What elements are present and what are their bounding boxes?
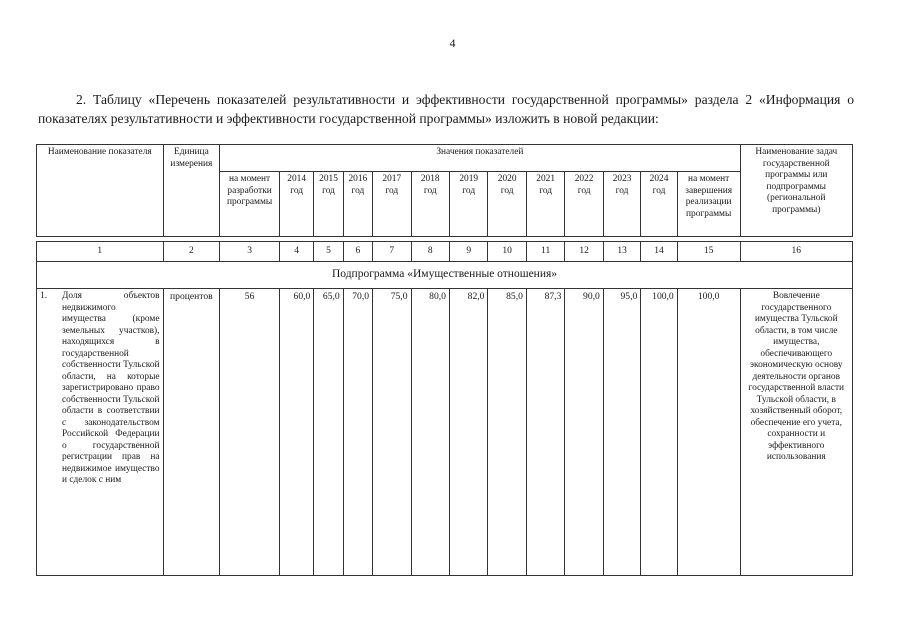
intro-paragraph: 2. Таблицу «Перечень показателей результативности и эффективности государственной программы» раздела 2 «Информация о показателях результативности и эффективности государственной программы» изложить в новой редакции: bbox=[38, 92, 854, 126]
header-tasks: Наименование задач государственной программы или подпрограммы (региональной программы) bbox=[740, 145, 852, 237]
header-sub-2020: 2020 год bbox=[488, 172, 526, 237]
section-title: Подпрограмма «Имущественные отношения» bbox=[37, 262, 853, 289]
column-number: 15 bbox=[677, 242, 740, 262]
header-sub-start: на момент разработки программы bbox=[220, 172, 280, 237]
value-2014: 60,0 bbox=[279, 289, 313, 576]
value-2020: 85,0 bbox=[488, 289, 526, 576]
header-values-group: Значения показателей bbox=[220, 145, 740, 172]
indicator-name-cell bbox=[37, 289, 164, 576]
unit-value: процентов bbox=[163, 289, 220, 576]
header-sub-2021: 2021 год bbox=[526, 172, 564, 237]
value-2018: 80,0 bbox=[411, 289, 449, 576]
column-number: 16 bbox=[740, 242, 852, 262]
indicators-table bbox=[36, 144, 853, 576]
column-number: 14 bbox=[641, 242, 677, 262]
header-sub-2015: 2015 год bbox=[314, 172, 343, 237]
column-number: 2 bbox=[163, 242, 220, 262]
column-number: 10 bbox=[488, 242, 526, 262]
header-sub-2018: 2018 год bbox=[411, 172, 449, 237]
header-sub-2014: 2014 год bbox=[279, 172, 313, 237]
task-description: Вовлечение государственного имущества Тульской области, в том числе имущества, обеспечивающего экономическую основу деятельности органов государственной власти Тульской области, в хозяйственный оборот, обеспечение его учета, сохранности и эффективного использования bbox=[740, 289, 852, 576]
header-name: Наименование показателя bbox=[37, 145, 164, 237]
value-2021: 87,3 bbox=[526, 289, 564, 576]
column-number: 11 bbox=[526, 242, 564, 262]
table-row bbox=[37, 289, 853, 576]
column-number: 4 bbox=[279, 242, 313, 262]
header-sub-2022: 2022 год bbox=[565, 172, 603, 237]
value-end: 100,0 bbox=[677, 289, 740, 576]
column-number: 13 bbox=[603, 242, 640, 262]
column-number: 12 bbox=[565, 242, 603, 262]
column-number: 8 bbox=[411, 242, 449, 262]
header-sub-2017: 2017 год bbox=[373, 172, 411, 237]
value-2024: 100,0 bbox=[641, 289, 677, 576]
header-sub-2019: 2019 год bbox=[449, 172, 487, 237]
value-2023: 95,0 bbox=[603, 289, 640, 576]
header-unit: Единица измерения bbox=[163, 145, 220, 237]
column-number: 5 bbox=[314, 242, 343, 262]
value-2022: 90,0 bbox=[565, 289, 603, 576]
value-2017: 75,0 bbox=[373, 289, 411, 576]
column-number: 3 bbox=[220, 242, 280, 262]
row-number: 1. bbox=[40, 291, 48, 301]
value-2016: 70,0 bbox=[343, 289, 372, 576]
column-number: 7 bbox=[373, 242, 411, 262]
indicator-name: Доля объектов недвижимого имущества (кроме земельных участков), находящихся в государственной собственности Тульской области, на которые зарегистрировано право собственности Тульской области в соответствии с законодательством Российской Федерации о государственной регистрации прав на недвижимое имущество и сделок с ним bbox=[62, 291, 160, 485]
page-number: 4 bbox=[449, 36, 456, 50]
header-sub-2024: 2024 год bbox=[641, 172, 677, 237]
header-sub-2023: 2023 год bbox=[603, 172, 640, 237]
column-number: 9 bbox=[449, 242, 487, 262]
column-number: 1 bbox=[37, 242, 164, 262]
column-number: 6 bbox=[343, 242, 372, 262]
value-2015: 65,0 bbox=[314, 289, 343, 576]
value-start: 56 bbox=[220, 289, 280, 576]
value-2019: 82,0 bbox=[449, 289, 487, 576]
header-sub-end: на момент завершения реализации программы bbox=[677, 172, 740, 237]
header-sub-2016: 2016 год bbox=[343, 172, 372, 237]
